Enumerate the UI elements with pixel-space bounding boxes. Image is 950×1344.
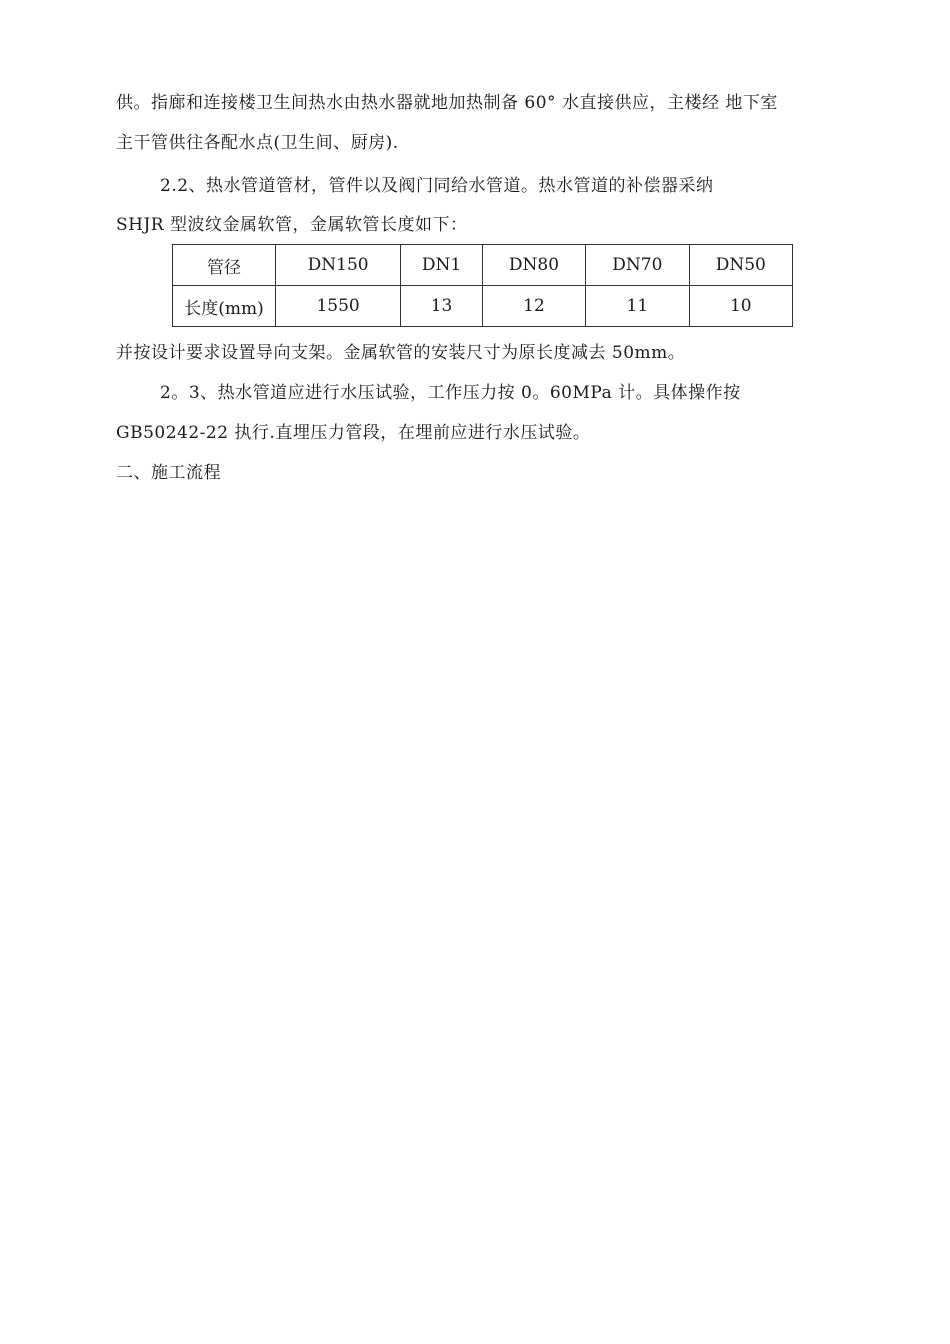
paragraph-line: 供。指廊和连接楼卫生间热水由热水器就地加热制备 60° 水直接供应，主楼经 地下室 (116, 93, 778, 113)
paragraph-line: GB50242-22 执行.直埋压力管段，在埋前应进行水压试验。 (116, 423, 591, 443)
table-cell: DN80 (482, 245, 585, 286)
table-cell: 1550 (276, 286, 401, 327)
paragraph-line: 并按设计要求设置导向支架。金属软管的安装尺寸为原长度减去 50mm。 (116, 343, 686, 363)
table-row (173, 245, 793, 286)
table-cell: DN150 (276, 245, 401, 286)
section-heading: 二、施工流程 (116, 463, 221, 483)
paragraph-line: 主干管供往各配水点(卫生间、厨房). (116, 133, 399, 153)
hose-length-table (172, 244, 793, 327)
table-cell: 11 (586, 286, 689, 327)
table-cell: 长度(mm) (173, 286, 276, 327)
table-cell: 10 (689, 286, 792, 327)
paragraph-line: 2。3、热水管道应进行水压试验，工作压力按 0。60MPa 计。具体操作按 (160, 383, 741, 403)
table-cell: DN50 (689, 245, 792, 286)
table-cell: DN70 (586, 245, 689, 286)
table-cell: DN1 (401, 245, 483, 286)
paragraph-line: 2.2、热水管道管材，管件以及阀门同给水管道。热水管道的补偿器采纳 (160, 176, 714, 196)
table-cell: 管径 (173, 245, 276, 286)
table-cell: 13 (401, 286, 483, 327)
table-cell: 12 (482, 286, 585, 327)
table-row (173, 286, 793, 327)
paragraph-line: SHJR 型波纹金属软管，金属软管长度如下： (116, 215, 468, 235)
